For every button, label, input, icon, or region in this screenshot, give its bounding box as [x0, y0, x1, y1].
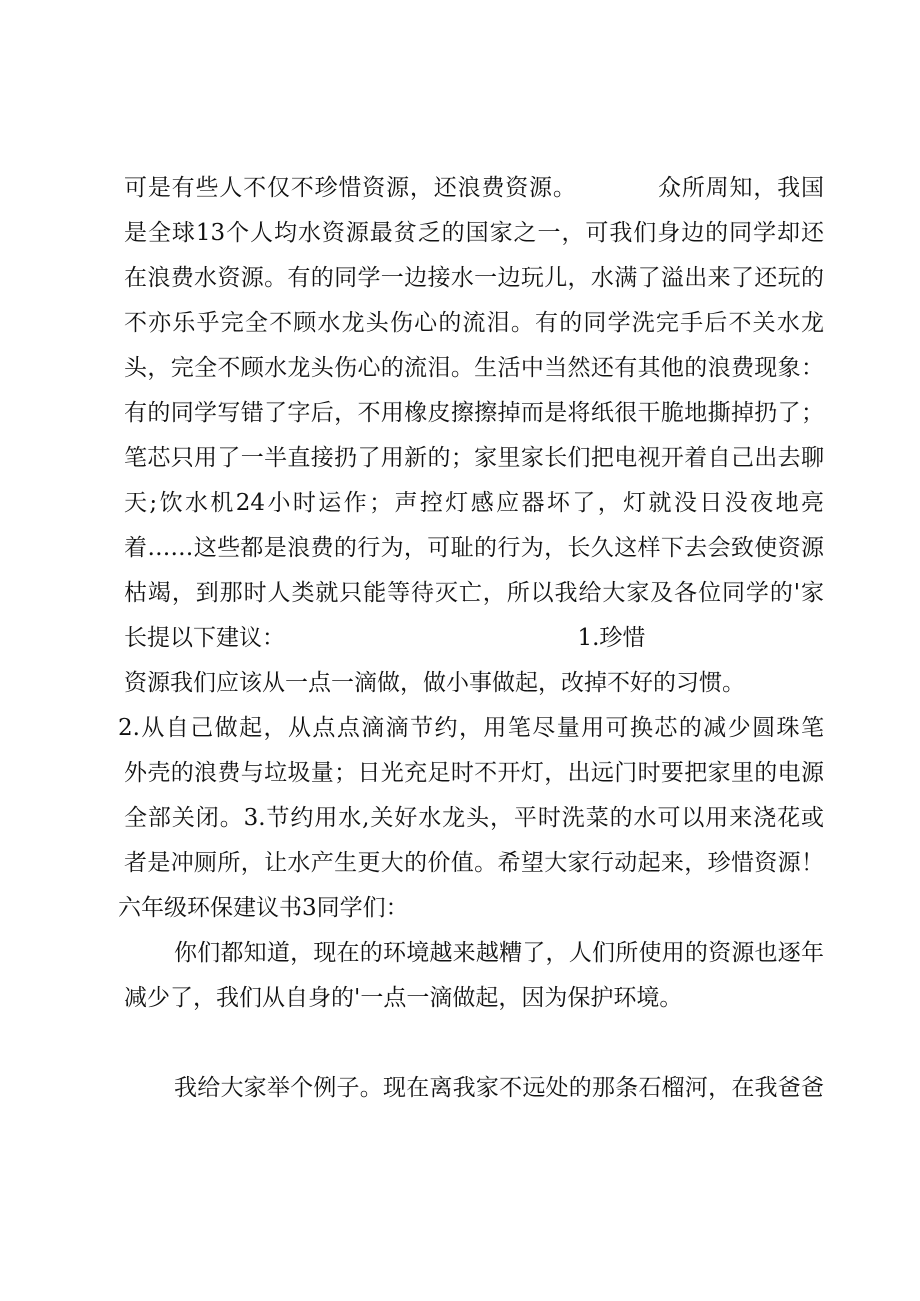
paragraph-line: 者是冲厕所，让水产生更大的价值。希望大家行动起来，珍惜资源！	[124, 850, 824, 876]
paragraph-line: 着……这些都是浪费的行为，可耻的行为，长久这样下去会致使资源	[124, 535, 824, 561]
paragraph-line: 长提以下建议： 1.珍惜	[124, 625, 646, 651]
paragraph-line: 减少了，我们从自身的'一点一滴做起，因为保护环境。	[124, 985, 683, 1011]
paragraph-line: 枯竭，到那时人类就只能等待灭亡，所以我给大家及各位同学的'家	[124, 580, 824, 606]
paragraph-line: 不亦乐乎完全不顾水龙头伤心的流泪。有的同学洗完手后不关水龙	[124, 310, 824, 336]
paragraph-spacer	[124, 1023, 824, 1063]
paragraph-line: 我给大家举个例子。现在离我家不远处的那条石榴河，在我爸爸	[174, 1075, 824, 1101]
paragraph-line: 资源我们应该从一点一滴做，做小事做起，改掉不好的习惯。	[124, 670, 745, 696]
paragraph-line: 2.从自己做起，从点点滴滴节约，用笔尽量用可换芯的减少圆珠笔	[118, 715, 824, 741]
paragraph-line: 笔芯只用了一半直接扔了用新的；家里家长们把电视开着自己出去聊	[124, 445, 824, 471]
paragraph-line: 头，完全不顾水龙头伤心的流泪。生活中当然还有其他的浪费现象：	[124, 355, 824, 381]
section-heading-line: 六年级环保建议书3同学们：	[118, 895, 409, 921]
paragraph-line: 有的同学写错了字后，不用橡皮擦擦掉而是将纸很干脆地撕掉扔了；	[124, 400, 824, 426]
paragraph-line: 在浪费水资源。有的同学一边接水一边玩儿，水满了溢出来了还玩的	[124, 265, 824, 291]
paragraph-line: 可是有些人不仅不珍惜资源，还浪费资源。 众所周知，我国	[124, 175, 824, 201]
paragraph-line: 你们都知道，现在的环境越来越糟了，人们所使用的资源也逐年	[174, 940, 824, 966]
paragraph-line: 天;饮水机24小时运作；声控灯感应器坏了，灯就没日没夜地亮	[124, 490, 824, 516]
paragraph-line: 是全球13个人均水资源最贫乏的国家之一，可我们身边的同学却还	[124, 220, 824, 246]
paragraph-line: 全部关闭。3.节约用水,关好水龙头，平时洗菜的水可以用来浇花或	[124, 805, 824, 831]
paragraph-line: 外壳的浪费与垃圾量；日光充足时不开灯，出远门时要把家里的电源	[124, 760, 824, 786]
